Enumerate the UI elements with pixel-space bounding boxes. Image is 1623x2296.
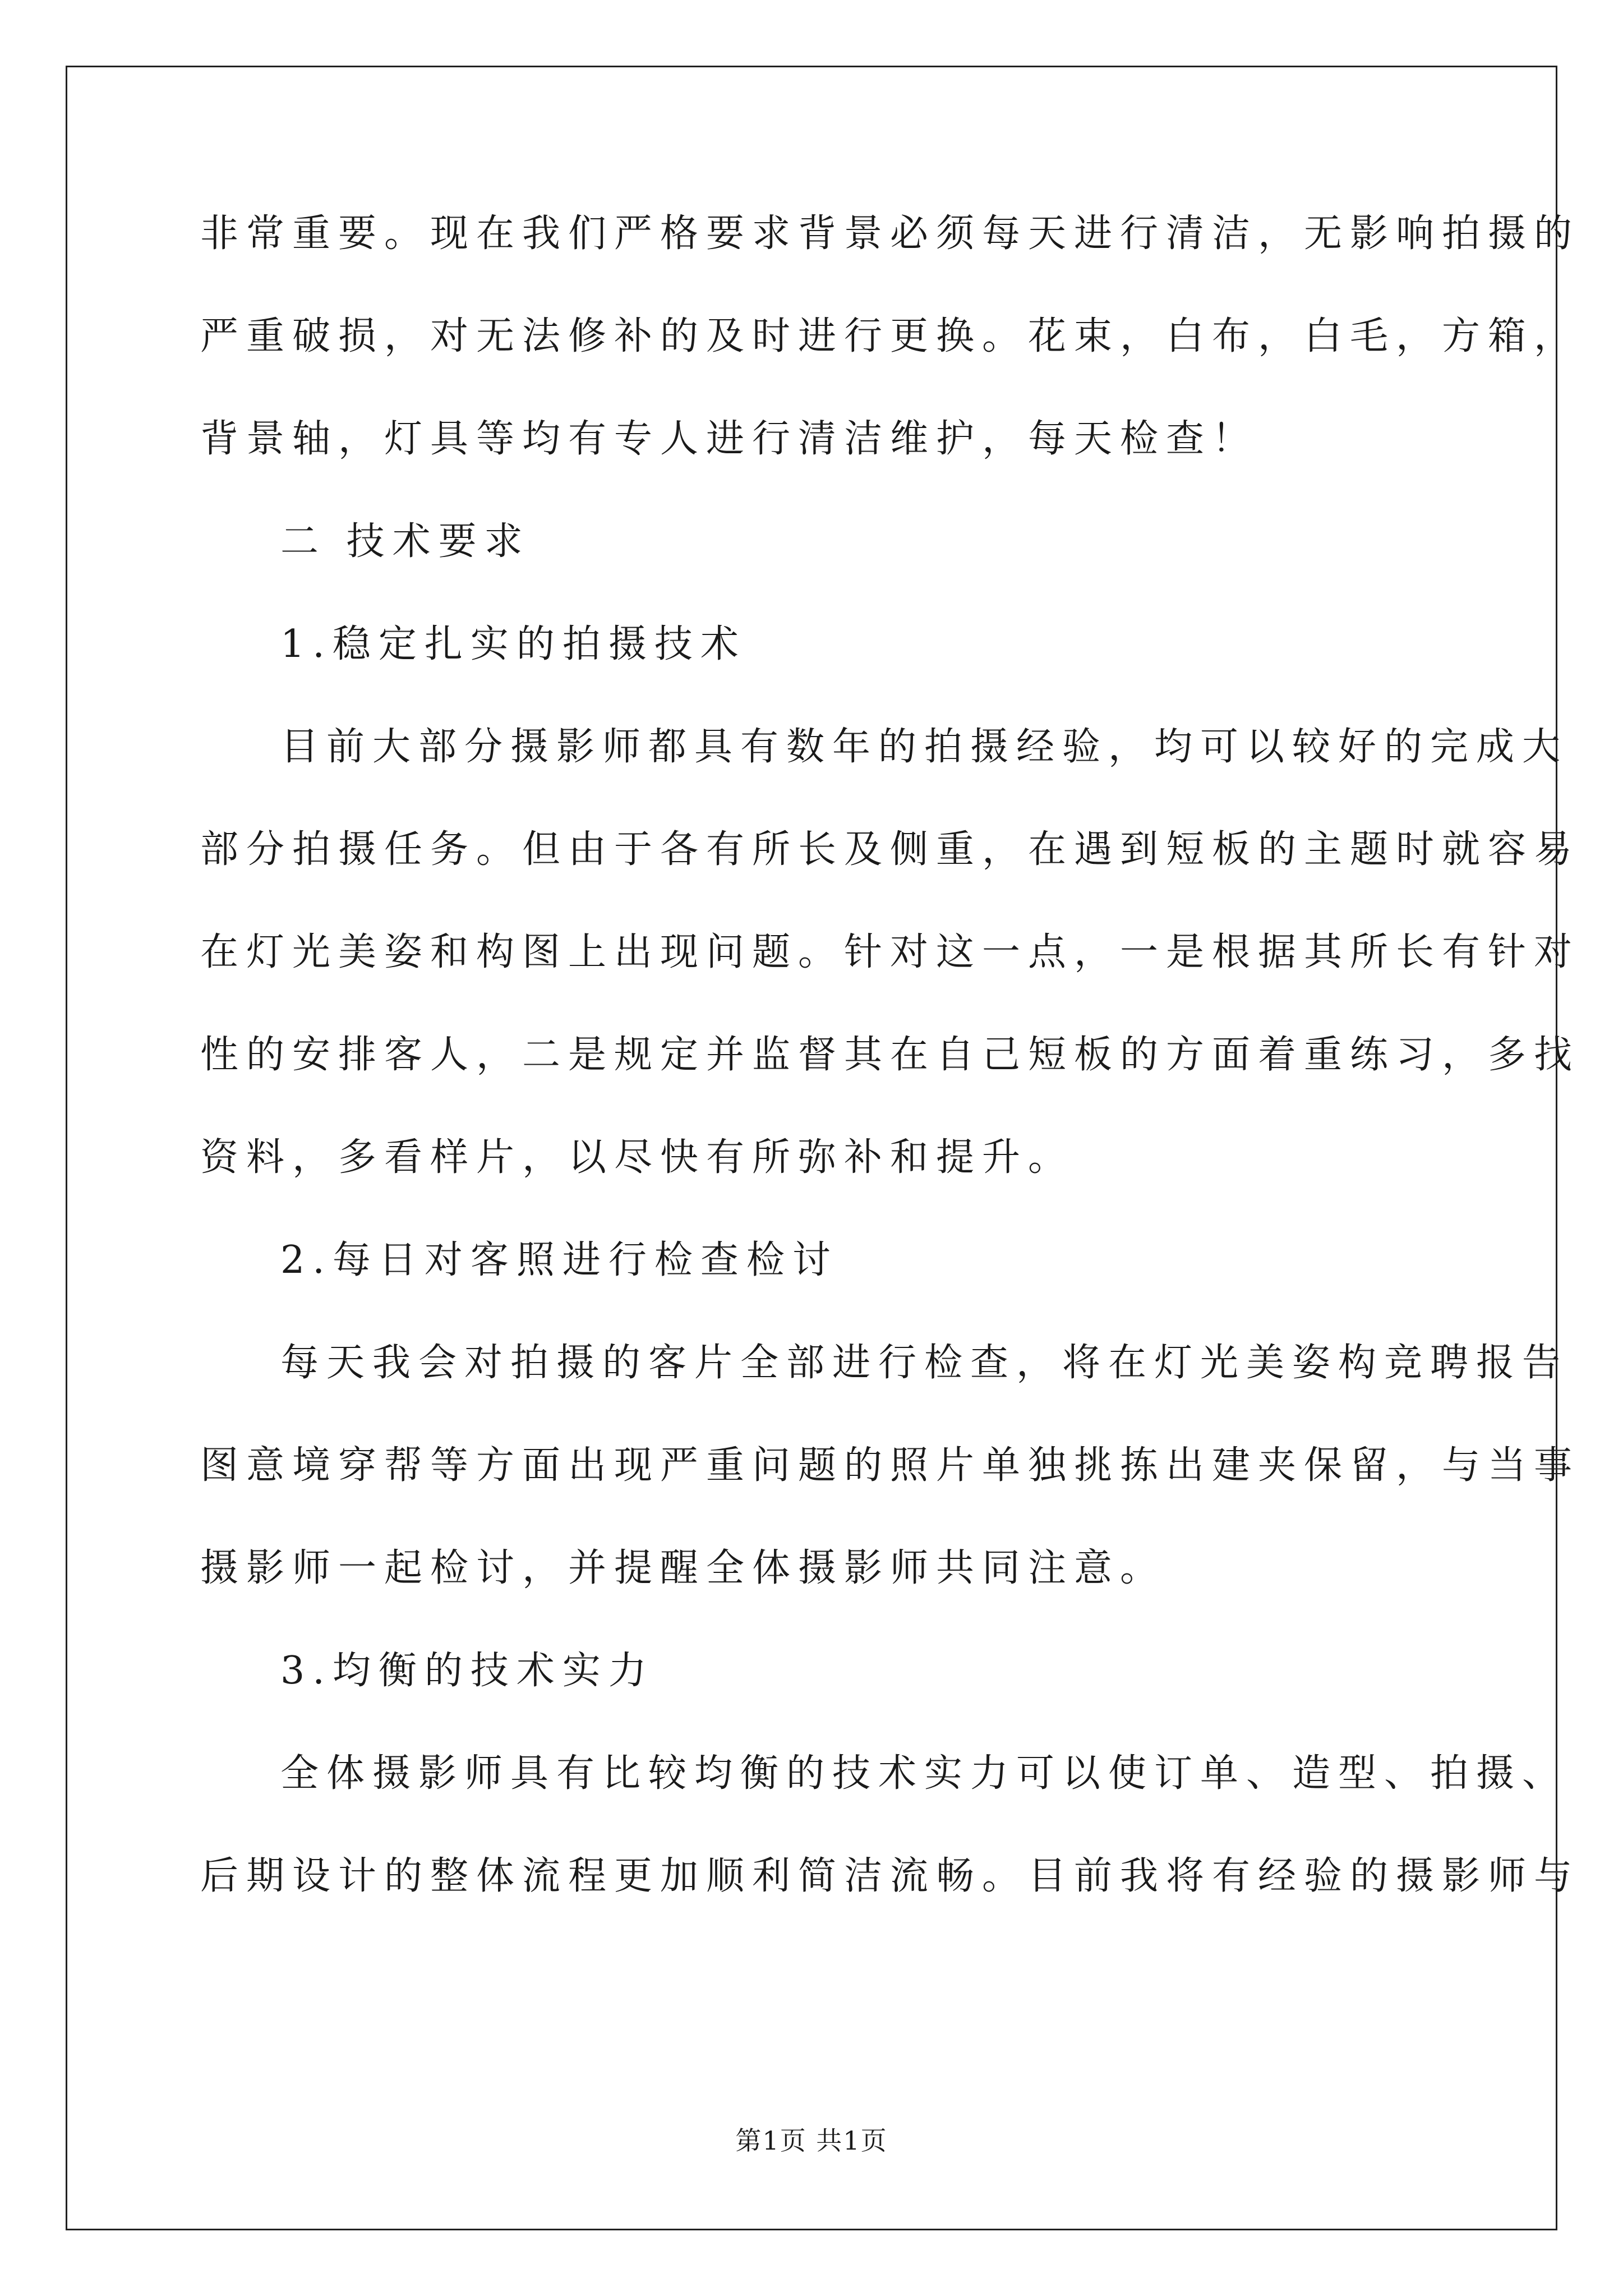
- text-line: 全体摄影师具有比较均衡的技术实力可以使订单、造型、拍摄、: [280, 1751, 1569, 1796]
- subsection-heading: 3.均衡的技术实力: [280, 1649, 654, 1693]
- text-line: 后期设计的整体流程更加顺利简洁流畅。目前我将有经验的摄影师与: [200, 1854, 1580, 1898]
- text-line: 目前大部分摄影师都具有数年的拍摄经验，均可以较好的完成大: [280, 725, 1569, 769]
- text-line: 每天我会对拍摄的客片全部进行检查，将在灯光美姿构竞聘报告: [280, 1341, 1569, 1385]
- page-footer: 第1页 共1页: [735, 2125, 888, 2156]
- text-line: 图意境穿帮等方面出现严重问题的照片单独挑拣出建夹保留，与当事: [200, 1443, 1580, 1488]
- text-line: 部分拍摄任务。但由于各有所长及侧重，在遇到短板的主题时就容易: [200, 827, 1580, 872]
- text-line: 性的安排客人，二是规定并监督其在自己短板的方面着重练习，多找: [200, 1033, 1580, 1077]
- text-line: 背景轴，灯具等均有专人进行清洁维护，每天检查！: [200, 417, 1258, 461]
- section-heading: 二 技术要求: [280, 519, 531, 564]
- subsection-heading: 2.每日对客照进行检查检讨: [280, 1238, 838, 1282]
- text-line: 在灯光美姿和构图上出现问题。针对这一点，一是根据其所长有针对: [200, 930, 1580, 974]
- text-line: 摄影师一起检讨，并提醒全体摄影师共同注意。: [200, 1546, 1166, 1590]
- text-line: 非常重要。现在我们严格要求背景必须每天进行清洁，无影响拍摄的: [200, 211, 1580, 256]
- text-line: 严重破损，对无法修补的及时进行更换。花束，白布，白毛，方箱，: [200, 314, 1580, 358]
- subsection-heading: 1.稳定扎实的拍摄技术: [280, 622, 746, 666]
- text-line: 资料，多看样片，以尽快有所弥补和提升。: [200, 1135, 1075, 1180]
